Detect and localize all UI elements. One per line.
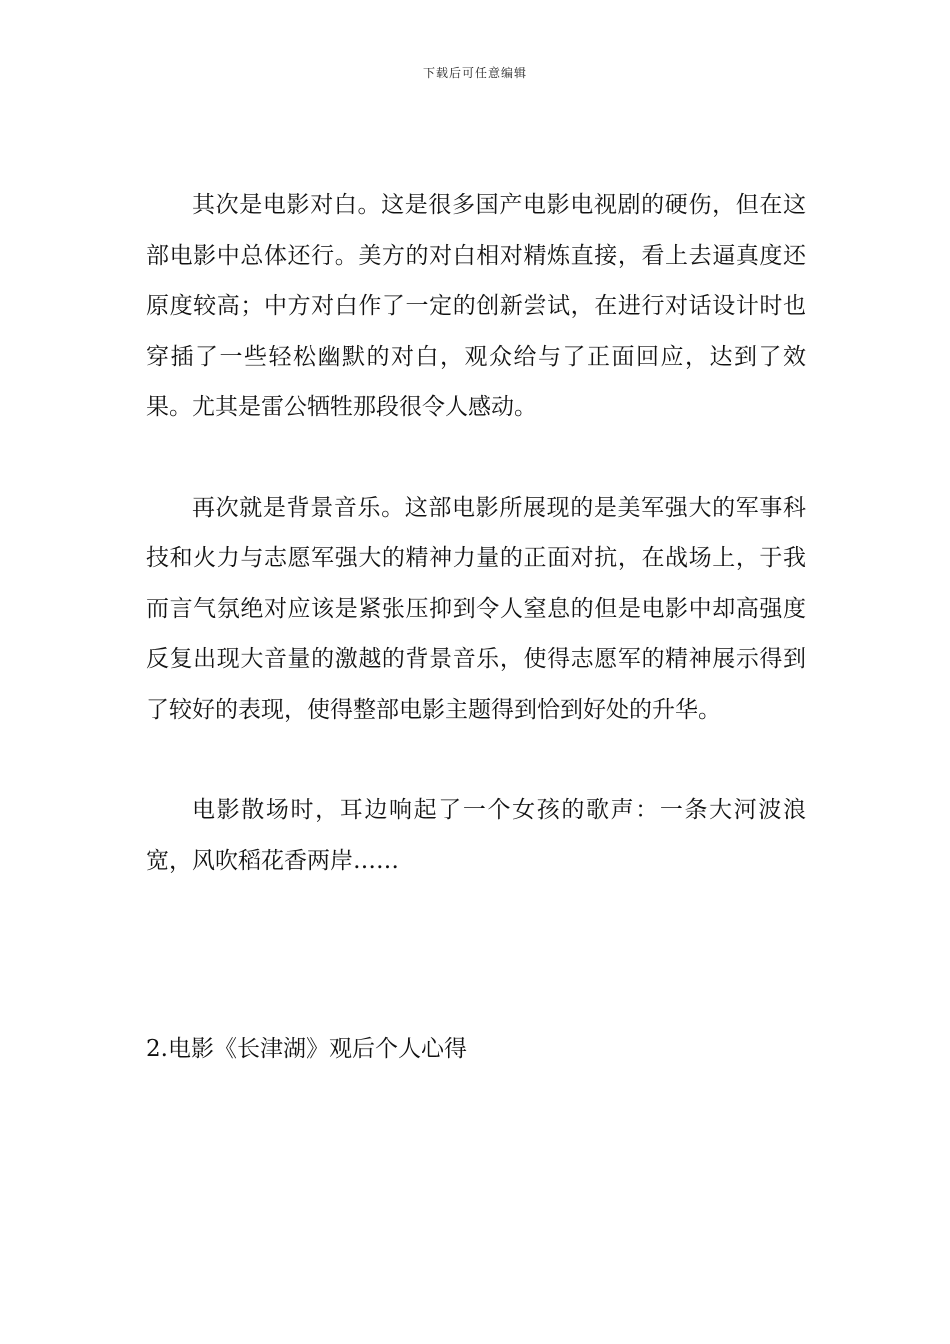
- paragraph-music: 再次就是背景音乐。这部电影所展现的是美军强大的军事科技和火力与志愿军强大的精神力量的正面对抗，在战场上，于我而言气氛绝对应该是紧张压抑到令人窒息的但是电影中却高强度反复出现大音量的激越的背景音乐，使得志愿军的精神展示得到了较好的表现，使得整部电影主题得到恰到好处的升华。: [146, 494, 806, 723]
- paragraph-ending: 电影散场时，耳边响起了一个女孩的歌声：一条大河波浪宽，风吹稻花香两岸……: [146, 797, 806, 874]
- page-header: 下载后可任意编辑: [422, 66, 527, 80]
- section-spacer: [146, 886, 806, 1024]
- paragraph-spacer: [146, 735, 806, 785]
- paragraph-dialogue: 其次是电影对白。这是很多国产电影电视剧的硬伤，但在这部电影中总体还行。美方的对白相对精炼直接，看上去逼真度还原度较高；中方对白作了一定的创新尝试，在进行对话设计时也穿插了一些轻松幽默的对白，观众给与了正面回应，达到了效果。尤其是雷公牺牲那段很令人感动。: [146, 192, 806, 420]
- document-body: [146, 180, 806, 1074]
- paragraph-spacer: [146, 433, 806, 483]
- section-heading: 2.电影《长津湖》观后个人心得: [146, 1036, 467, 1062]
